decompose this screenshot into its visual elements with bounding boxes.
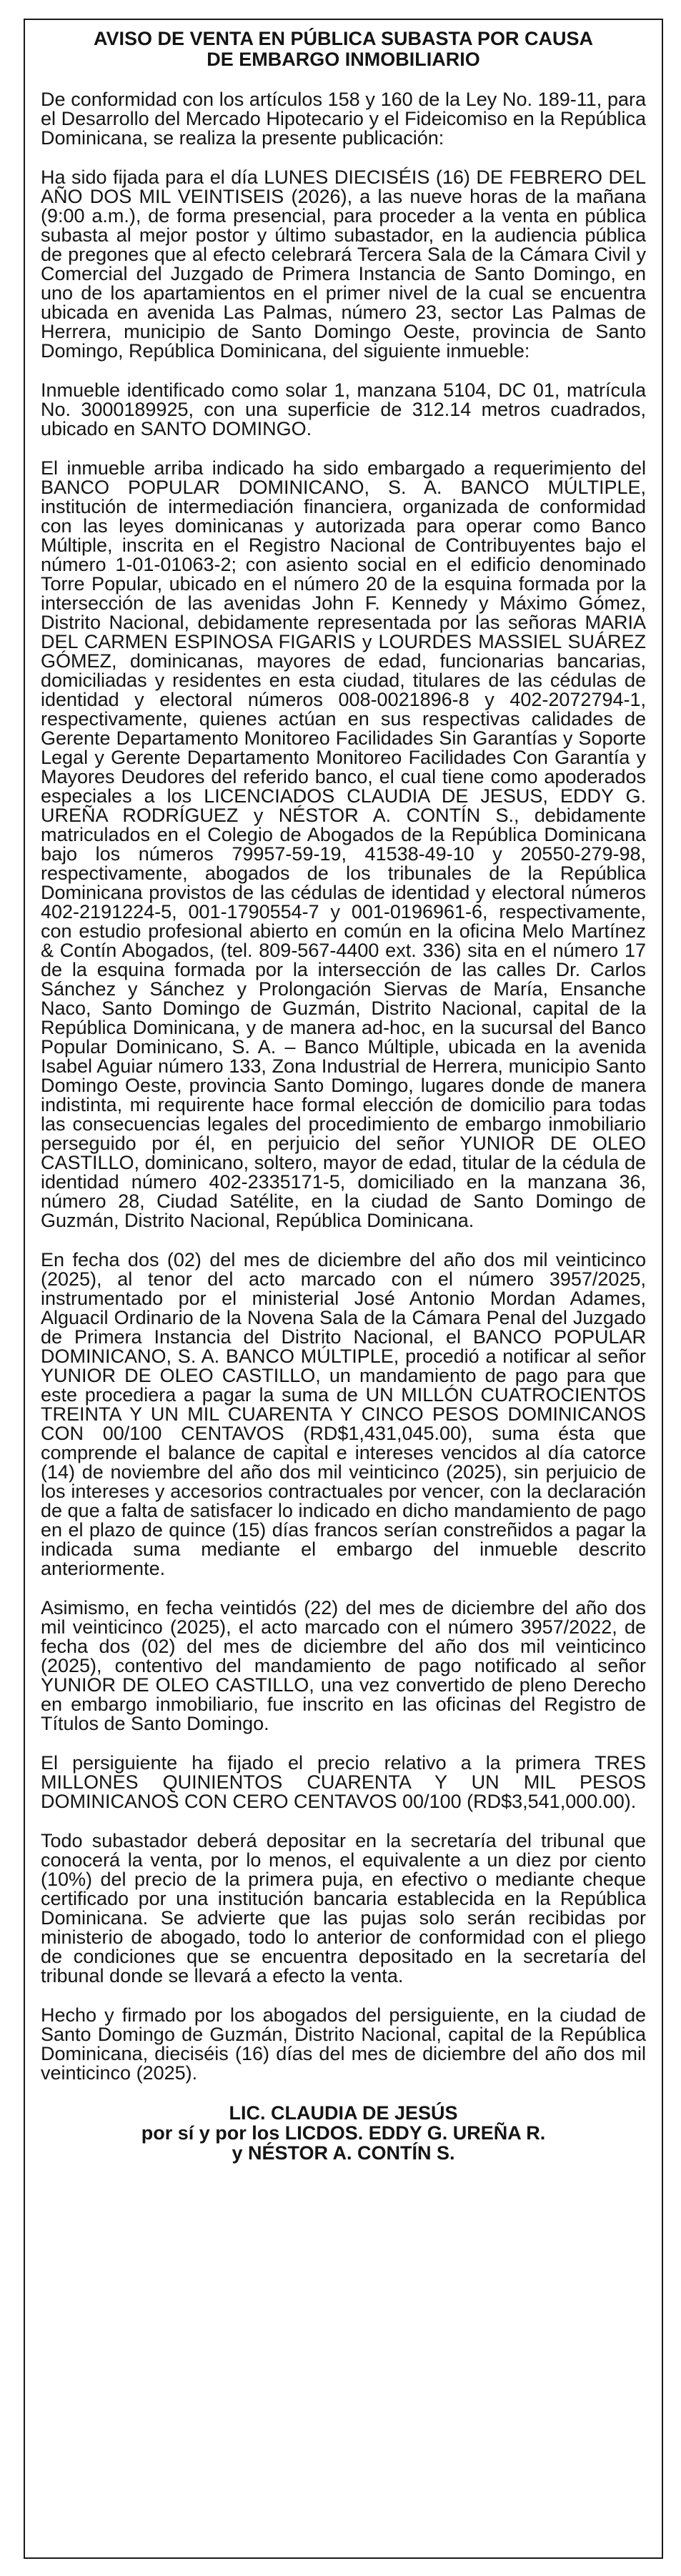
paragraph-deposit: Todo subastador deberá depositar en la secretaría del tribunal que conocerá la venta, por lo menos, el equivalente a un diez por ciento (10%) del precio de la primera puja, en efectivo o mediante cheque certificado por una institución bancaria establecida en la República Dominicana. Se advierte que las pujas solo serán recibidas por ministerio de abogado, todo lo anterior de conformidad con el pliego de condiciones que se encuentra depositado en la secretaría del tribunal donde se llevará a efecto la venta. [41,1830,646,1986]
paragraph-property: Inmueble identificado como solar 1, manzana 5104, DC 01, matrícula No. 3000189925, con una superficie de 312.14 metros cuadrados, ubicado en SANTO DOMINGO. [41,379,646,439]
signature-line-2: por sí y por los LICDOS. EDDY G. UREÑA R. [141,2122,546,2144]
signature-line-1: LIC. CLAUDIA DE JESÚS [229,2102,458,2124]
paragraph-price: El persiguiente ha fijado el precio relativo a la primera TRES MILLONES QUINIENTOS CUARENTA Y UN MIL PESOS DOMINICANOS CON CERO CENTAVOS 00/100 (RD$3,541,000.00). [41,1752,646,1812]
paragraph-payment-order: En fecha dos (02) del mes de diciembre del año dos mil veinticinco (2025), al tenor del acto marcado con el número 3957/2025, instrumentado por el ministerial José Antonio Mordan Adames, Alguacil Ordinario de la Novena Sala de la Cámara Penal del Juzgado de Primera Instancia del Distrito Nacional, el BANCO POPULAR DOMINICANO, S. A. BANCO MÚLTIPLE, procedió a notificar al señor YUNIOR DE OLEO CASTILLO, un mandamiento de pago para que este procediera a pagar la suma de UN MILLÓN CUATROCIENTOS TREINTA Y UN MIL CUARENTA Y CINCO PESOS DOMINICANOS CON 00/100 CENTAVOS (RD$1,431,045.00), suma ésta que comprende el balance de capital e intereses vencidos al día catorce (14) de noviembre del año dos mil veinticinco (2025), sin perjuicio de los intereses y accesorios contractuales por vencer, con la declaración de que a falta de satisfacer lo indicado en dicho mandamiento de pago en el plazo de quince (15) días francos serían constreñidos a pagar la indicada suma mediante el embargo del inmueble descrito anteriormente. [41,1249,646,1579]
signature-line-3: y NÉSTOR A. CONTÍN S. [232,2142,455,2164]
paragraph-legal-basis: De conformidad con los artículos 158 y 160 de la Ley No. 189-11, para el Desarrollo del Mercado Hipotecario y el Fideicomiso en la República Dominicana, se realiza la presente publicación: [41,89,646,149]
paragraph-registration: Asimismo, en fecha veintidós (22) del mes de diciembre del año dos mil veinticinco (2025), el acto marcado con el número 3957/2022, de fecha dos (02) del mes de diciembre del año dos mil veinticinco (2025), contentivo del mandamiento de pago notificado al señor YUNIOR DE OLEO CASTILLO, una vez convertido de pleno Derecho en embargo inmobiliario, fue inscrito en las oficinas del Registro de Títulos de Santo Domingo. [41,1597,646,1734]
paragraph-auction-date: Ha sido fijada para el día LUNES DIECISÉIS (16) DE FEBRERO DEL AÑO DOS MIL VEINTISEIS (2026), a las nueve horas de la mañana (9:00 a.m.), de forma presencial, para proceder a la venta en pública subasta al mejor postor y último subastador, en la audiencia pública de pregones que al efecto celebrará Tercera Sala de la Cámara Civil y Comercial del Juzgado de Primera Instancia de Santo Domingo, en uno de los apartamientos en el primer nivel de la cual se encuentra ubicada en avenida Las Palmas, número 23, sector Las Palmas de Herrera, municipio de Santo Domingo Oeste, provincia de Santo Domingo, República Dominicana, del siguiente inmueble: [41,166,646,362]
legal-notice [24,19,663,2559]
notice-title-line-2: DE EMBARGO INMOBILIARIO [207,49,480,70]
notice-title [41,29,646,70]
signature-block [41,2103,646,2163]
notice-title-line-1: AVISO DE VENTA EN PÚBLICA SUBASTA POR CAUSA [93,28,594,49]
paragraph-signed: Hecho y firmado por los abogados del persiguiente, en la ciudad de Santo Domingo de Guzmán, Distrito Nacional, capital de la República Dominicana, dieciséis (16) días del mes de diciembre del año dos mil veinticinco (2025). [41,2004,646,2084]
paragraph-seizure-parties: El inmueble arriba indicado ha sido embargado a requerimiento del BANCO POPULAR DOMINICANO, S. A. BANCO MÚLTIPLE, institución de intermediación financiera, organizada de conformidad con las leyes dominicanas y autorizada para operar como Banco Múltiple, inscrita en el Registro Nacional de Contribuyentes bajo el número 1-01-01063-2; con asiento social en el edificio denominado Torre Popular, ubicado en el número 20 de la esquina formada por la intersección de las avenidas John F. Kennedy y Máximo Gómez, Distrito Nacional, debidamente representada por las señoras MARIA DEL CARMEN ESPINOSA FIGARIS y LOURDES MASSIEL SUÁREZ GÓMEZ, dominicanas, mayores de edad, funcionarias bancarias, domiciliadas y residentes en esta ciudad, titulares de las cédulas de identidad y electoral números 008-0021896-8 y 402-2072794-1, respectivamente, quienes actúan en sus respectivas calidades de Gerente Departamento Monitoreo Facilidades Sin Garantías y Soporte Legal y Gerente Departamento Monitoreo Facilidades Con Garantía y Mayores Deudores del referido banco, el cual tiene como apoderados especiales a los LICENCIADOS CLAUDIA DE JESUS, EDDY G. UREÑA RODRÍGUEZ y NÉSTOR A. CONTÍN S., debidamente matriculados en el Colegio de Abogados de la República Dominicana bajo los números 79957-59-19, 41538-49-10 y 20550-279-98, respectivamente, abogados de los tribunales de la República Dominicana provistos de las cédulas de identidad y electoral números 402-2191224-5, 001-1790554-7 y 001-0196961-6, respectivamente, con estudio profesional abierto en común en la oficina Melo Martínez & Contín Abogados, (tel. 809-567-4400 ext. 336) sita en el número 17 de la esquina formada por la intersección de las calles Dr. Carlos Sánchez y Sánchez y Prolongación Siervas de María, Ensanche Naco, Santo Domingo de Guzmán, Distrito Nacional, capital de la República Dominicana, y de manera ad-hoc, en la sucursal del Banco Popular Dominicano, S. A. – Banco Múltiple, ubicada en la avenida Isabel Aguiar número 133, Zona Industrial de Herrera, municipio Santo Domingo Oeste, provincia Santo Domingo, lugares donde de manera indistinta, mi requirente hace formal elección de domicilio para todas las consecuencias legales del procedimiento de embargo inmobiliario perseguido por él, en perjuicio del señor YUNIOR DE OLEO CASTILLO, dominicano, soltero, mayor de edad, titular de la cédula de identidad número 402-2335171-5, domiciliado en la manzana 36, número 28, Ciudad Satélite, en la ciudad de Santo Domingo de Guzmán, Distrito Nacional, República Dominicana. [41,457,646,1231]
